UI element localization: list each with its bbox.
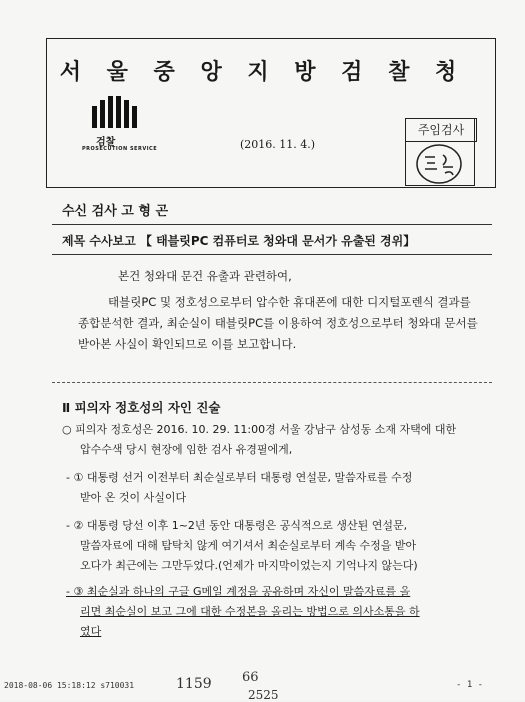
item-line: 받아 온 것이 사실이다 [80,491,187,504]
subject-line: 제목 수사보고 【 태블릿PC 컴퓨터로 청와대 문서가 유출된 경위】 [62,234,416,248]
divider [52,382,492,383]
item-line: 말씀자료에 대해 탐탁치 않게 여기셔서 최순실로부터 계속 수정을 받아 [80,539,417,552]
divider [52,254,492,255]
document-date: (2016. 11. 4.) [240,138,316,151]
print-timestamp: 2018-08-06 15:18:12 s710031 [4,681,135,690]
stamp-label: 주임검사 [405,118,477,142]
bullet-line: 압수수색 당시 현장에 임한 검사 유경필에게, [80,443,293,456]
page-mark: - 1 - [456,680,484,690]
logo-name: 검찰 [96,137,116,148]
intro-paragraph: 태블릿PC 및 정호성으로부터 압수한 휴대폰에 대한 디지털포렌식 결과를 종합분석한 결과, 최순실이 태블릿PC를 이용하여 정호성으로부터 청와대 문서를 받아본 사실이 확인되므로 이를 보고합니다. [78,295,478,351]
handwritten-number: 66 [242,670,259,685]
page-number: 1159 [176,676,212,692]
recipient-line: 수신 검사 고 형 곤 [62,204,169,219]
seal-stamp-icon [415,143,463,185]
item-line-underlined: 였다 [80,625,102,638]
section-title: Ⅱ 피의자 정호성의 자인 진술 [62,400,221,415]
logo-subtitle: PROSECUTION SERVICE [82,146,158,152]
item-line: 오다가 최근에는 그만두었다.(언제가 마지막이었는지 기억나지 않는다) [80,559,418,572]
office-title: 서 울 중 앙 지 방 검 찰 청 [59,59,466,85]
item-line-underlined: - ③ 최순실과 하나의 구글 G메일 계정을 공유하며 자신이 말씀자료를 올 [66,585,411,598]
item-line-underlined: 리면 최순실이 보고 그에 대한 수정본을 올리는 방법으로 의사소통을 하 [80,605,420,618]
handwritten-number: 2525 [248,688,279,702]
bullet-line: ○ 피의자 정호성은 2016. 10. 29. 11:00경 서울 강남구 삼성동 소재 자택에 대한 [62,423,457,436]
item-line: - ① 대통령 선거 이전부터 최순실로부터 대통령 연설문, 말씀자료를 수정 [66,471,413,484]
prosecution-logo-icon [92,96,138,128]
item-line: - ② 대통령 당선 이후 1~2년 동안 대통령은 공식적으로 생산된 연설문, [66,519,408,532]
divider [52,224,492,225]
intro-line: 본건 청와대 문건 유출과 관련하여, [118,269,292,283]
